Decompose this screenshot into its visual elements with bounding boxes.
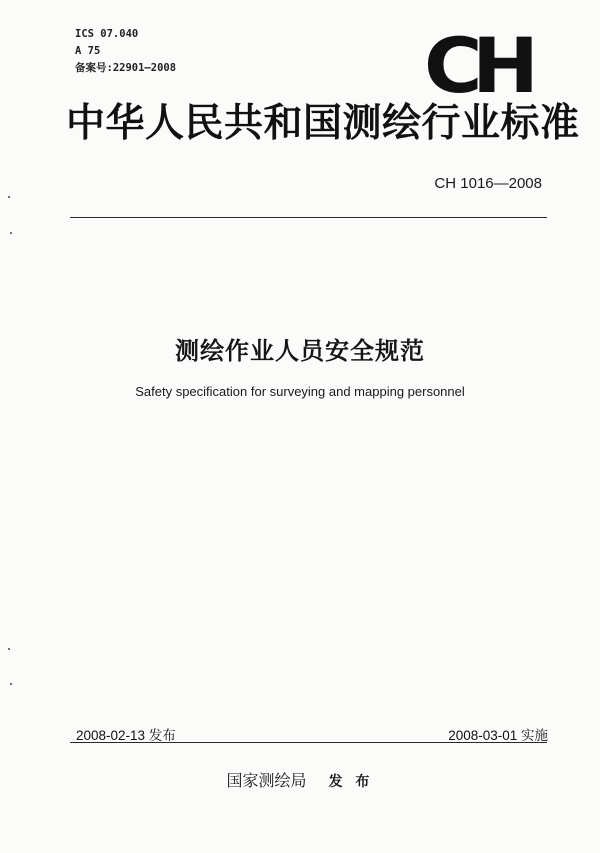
document-title-chinese: 测绘作业人员安全规范: [175, 337, 425, 365]
classification-code: A 75: [75, 45, 101, 57]
issuer-line: [0, 768, 600, 791]
issue-date: 2008-02-13 发布: [76, 728, 176, 743]
standard-title: 中华人民共和国测绘行业标准: [66, 101, 580, 146]
scan-speck: [8, 196, 10, 198]
ics-code: ICS 07.040: [75, 28, 139, 40]
publish-label: 发 布: [328, 774, 374, 790]
scan-speck: [8, 648, 10, 650]
bottom-divider: [70, 742, 547, 743]
classification-block: [75, 26, 176, 77]
scan-speck: [10, 232, 12, 234]
scan-speck: [10, 683, 12, 685]
issuer-name: 国家测绘局: [226, 771, 307, 790]
top-divider: [70, 217, 547, 218]
document-title-english: Safety specification for surveying and mapping personnel: [135, 384, 465, 399]
standard-number: CH 1016—2008: [434, 175, 542, 192]
effective-date: 2008-03-01 实施: [448, 728, 548, 743]
record-number: 备案号:22901—2008: [75, 62, 177, 74]
ch-logo: CH: [424, 21, 529, 110]
